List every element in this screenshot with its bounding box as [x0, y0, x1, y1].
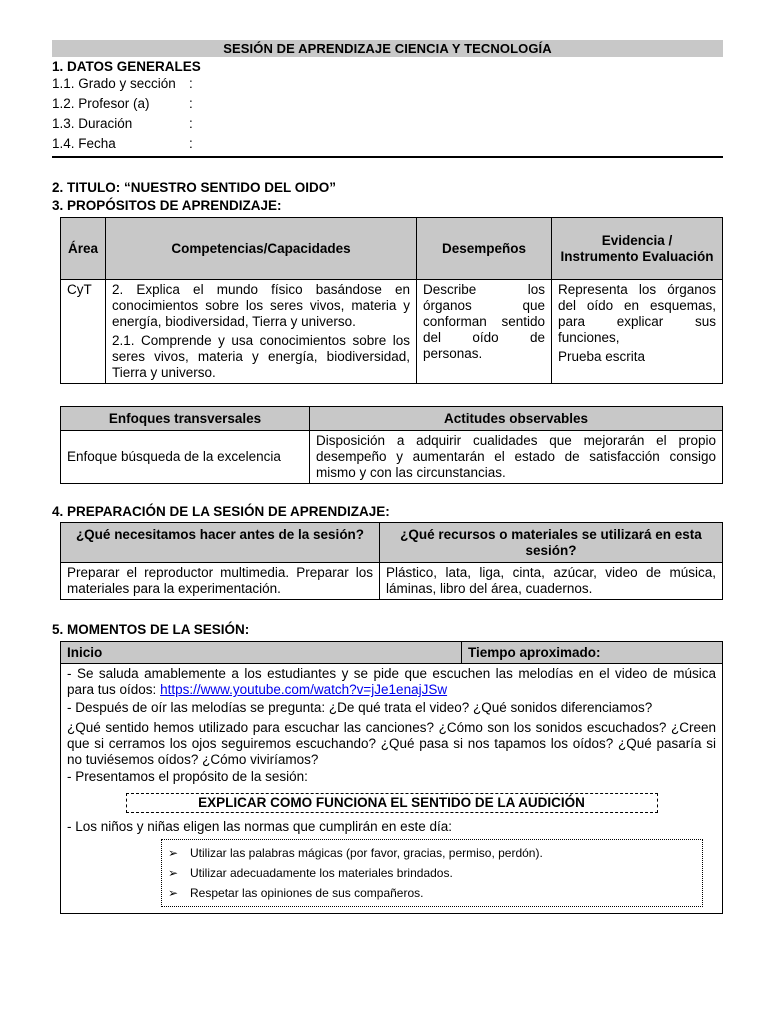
- paragraph: - Los niños y niñas eligen las normas que cumplirán en este día:: [67, 819, 452, 834]
- header-actitudes: Actitudes observables: [310, 407, 723, 431]
- header-inicio: Inicio: [61, 642, 462, 664]
- paragraph: - Presentamos el propósito de la sesión:: [67, 769, 308, 784]
- arrow-bullet-icon: ➢: [168, 846, 179, 860]
- list-item: ➢ Respetar las opiniones de sus compañeros.: [168, 883, 696, 903]
- enfoques-table: [60, 406, 723, 484]
- list-item: ➢ Utilizar adecuadamente los materiales brindados.: [168, 863, 696, 883]
- header-tiempo: Tiempo aproximado:: [462, 642, 723, 664]
- recursos-cell: Plástico, lata, liga, cinta, azúcar, video de música, láminas, libro del área, cuadernos.: [380, 563, 723, 600]
- session-purpose: EXPLICAR COMO FUNCIONA EL SENTIDO DE LA AUDICIÓN: [126, 793, 658, 813]
- paragraph: ¿Qué sentido hemos utilizado para escuchar las canciones? ¿Cómo son los sonidos escuchados? ¿Creen que si cerramos los ojos seguiremos escuchando? ¿Qué pasa si nos tapamos los oídos? ¿Qué pasaría si no tuviésemos oídos? ¿Cómo viviríamos?: [67, 720, 716, 767]
- header-desempenos: Desempeños: [417, 218, 552, 280]
- arrow-bullet-icon: ➢: [168, 886, 179, 900]
- norms-box: [161, 839, 703, 907]
- desempeno-cell: Describe los órganos que conforman sentido del oído de personas.: [417, 280, 552, 384]
- section5-heading: 5. MOMENTOS DE LA SESIÓN:: [52, 622, 250, 637]
- header-competencias: Competencias/Capacidades: [106, 218, 417, 280]
- header-antes: ¿Qué necesitamos hacer antes de la sesión?: [61, 523, 380, 563]
- general-data-row: 1.4. Fecha :: [52, 136, 193, 151]
- section4-heading: 4. PREPARACIÓN DE LA SESIÓN DE APRENDIZAJE:: [52, 504, 390, 519]
- antes-cell: Preparar el reproductor multimedia. Preparar los materiales para la experimentación.: [61, 563, 380, 600]
- video-link[interactable]: https://www.youtube.com/watch?v=jJe1enajJSw: [160, 682, 448, 697]
- evidencia-cell: Representa los órganos del oído en esquemas, para explicar sus funciones, Prueba escrita: [552, 280, 723, 384]
- moments-table: [60, 641, 723, 914]
- paragraph: - Se saluda amablemente a los estudiantes y se pide que escuchen las melodías en el video de música para tus oídos: https://www.youtube.com/watch?v=jJe1enajJSw: [67, 666, 716, 697]
- competencias-cell: 2. Explica el mundo físico basándose en conocimientos sobre los seres vivos, materia y energía, biodiversidad, Tierra y universo. 2.1. Comprende y usa conocimientos sobre los seres vivos, materia y energía, biodiversidad, Tierra y universo.: [106, 280, 417, 384]
- purposes-table: [60, 217, 723, 384]
- header-enfoques: Enfoques transversales: [61, 407, 310, 431]
- section2-heading: 2. TITULO: “NUESTRO SENTIDO DEL OIDO”: [52, 180, 337, 195]
- inicio-content: [61, 664, 723, 914]
- section1-heading: 1. DATOS GENERALES: [52, 59, 201, 74]
- arrow-bullet-icon: ➢: [168, 866, 179, 880]
- paragraph: - Después de oír las melodías se pregunta: ¿De qué trata el video? ¿Qué sonidos diferenciamos?: [67, 700, 653, 715]
- header-area: Área: [61, 218, 106, 280]
- actitud-cell: Disposición a adquirir cualidades que mejorarán el propio desempeño y aumentarán el estado de satisfacción consigo mismo y con las circunstancias.: [310, 431, 723, 484]
- list-item: ➢ Utilizar las palabras mágicas (por favor, gracias, permiso, perdón).: [168, 843, 696, 863]
- document-page: [52, 40, 723, 914]
- general-data-row: 1.3. Duración :: [52, 116, 193, 131]
- enfoque-cell: Enfoque búsqueda de la excelencia: [61, 431, 310, 484]
- section3-heading: 3. PROPÓSITOS DE APRENDIZAJE:: [52, 198, 282, 213]
- general-data-row: 1.1. Grado y sección :: [52, 76, 193, 91]
- header-recursos: ¿Qué recursos o materiales se utilizará en esta sesión?: [380, 523, 723, 563]
- preparation-table: [60, 522, 723, 600]
- general-data-row: 1.2. Profesor (a) :: [52, 96, 193, 111]
- general-data-list: [52, 74, 723, 154]
- document-title: SESIÓN DE APRENDIZAJE CIENCIA Y TECNOLOGÍA: [52, 40, 723, 57]
- divider: [52, 156, 723, 158]
- header-evidencia: Evidencia / Instrumento Evaluación: [552, 218, 723, 280]
- area-cell: CyT: [61, 280, 106, 384]
